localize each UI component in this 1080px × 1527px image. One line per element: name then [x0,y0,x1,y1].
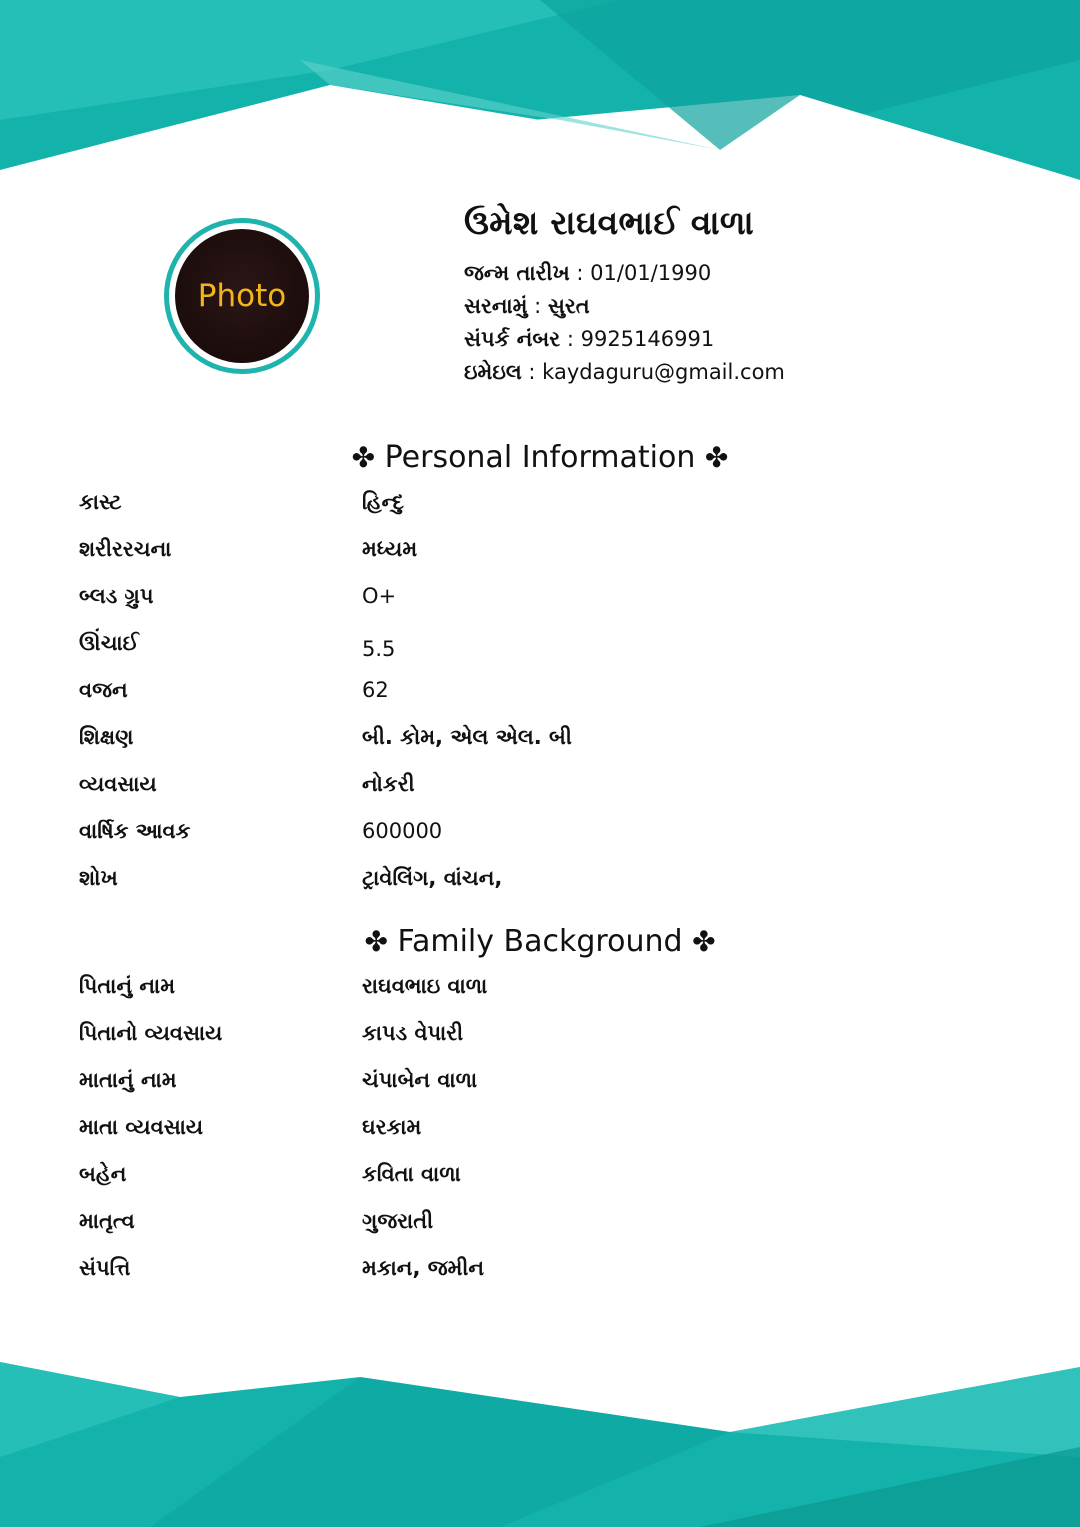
email-label: ઇમેઇલ [464,360,522,384]
field-label: બ્લડ ગ્રુપ [79,584,154,608]
personal-row-blood-group [0,584,1080,624]
club-icon: ✤ [351,441,376,474]
field-value: હિન્દુ [362,490,404,514]
field-label: શરીરરચના [79,537,172,561]
personal-row-hobbies [0,866,1080,906]
address-line: સરનામું : સુરત [464,294,590,318]
field-value: 5.5 [362,637,396,661]
field-value: કાપડ વેપારી [362,1021,464,1045]
personal-info-title: Personal Information [384,440,696,475]
email-line: ઇમેઇલ : kaydaguru@gmail.com [464,360,785,384]
field-label: શોખ [79,866,118,890]
contact-line: સંપર્ક નંબર : 9925146991 [464,327,715,351]
field-label: વાર્ષિક આવક [79,819,191,843]
personal-row-annual-income [0,819,1080,859]
field-label: બહેન [79,1162,127,1186]
personal-row-occupation [0,772,1080,812]
family-row-mother-tongue [0,1209,1080,1249]
field-label: પિતાનું નામ [79,974,176,998]
personal-row-body-type [0,537,1080,577]
club-icon: ✤ [364,925,388,958]
family-row-sister [0,1162,1080,1202]
field-value: ચંપાબેન વાળા [362,1068,478,1092]
top-decoration [0,0,1080,190]
address-value: સુરત [547,294,590,318]
field-value: 62 [362,678,389,702]
field-label: વ્યવસાય [79,772,157,796]
field-value: O+ [362,584,397,608]
field-value: ગુજરાતી [362,1209,434,1233]
photo-placeholder-label: Photo [175,229,309,363]
family-row-father-name [0,974,1080,1014]
family-background-title: Family Background [397,924,683,959]
personal-row-caste [0,490,1080,530]
field-value: કવિતા વાળા [362,1162,461,1186]
field-label: ઊંચાઈ [79,631,139,655]
family-row-father-occupation [0,1021,1080,1061]
family-background-heading [0,924,1080,959]
field-label: વજન [79,678,128,702]
field-label: પિતાનો વ્યવસાય [79,1021,223,1045]
field-label: માતૃત્વ [79,1209,135,1233]
personal-info-heading [0,440,1080,475]
dob-label: જન્મ તારીખ [464,261,570,285]
field-value: ઘરકામ [362,1115,422,1139]
contact-label: સંપર્ક નંબર [464,327,561,351]
field-label: માતા વ્યવસાય [79,1115,204,1139]
club-icon: ✤ [692,925,716,958]
field-value: રાઘવભાઇ વાળા [362,974,488,998]
address-label: સરનામું [464,294,528,318]
field-label: માતાનું નામ [79,1068,177,1092]
field-value: મકાન, જમીન [362,1256,485,1280]
personal-row-height [0,631,1080,671]
personal-row-education [0,725,1080,765]
bottom-decoration [0,1337,1080,1527]
field-label: કાસ્ટ [79,490,122,514]
profile-photo [164,218,320,374]
field-value: બી. કોમ, એલ એલ. બી [362,725,572,749]
field-label: સંપત્તિ [79,1256,131,1280]
candidate-name: ઉમેશ રાઘવભાઈ વાળા [464,203,754,242]
club-icon: ✤ [704,441,729,474]
email-value: kaydaguru@gmail.com [542,360,785,384]
profile-header [464,203,785,389]
field-value: ટ્રાવેલિંગ, વાંચન, [362,866,503,890]
field-value: 600000 [362,819,443,843]
family-row-property [0,1256,1080,1296]
dob-line: જન્મ તારીખ : 01/01/1990 [464,261,712,285]
family-row-mother-name [0,1068,1080,1108]
field-value: મધ્યમ [362,537,418,561]
dob-value: 01/01/1990 [590,261,712,285]
personal-row-weight [0,678,1080,718]
field-label: શિક્ષણ [79,725,134,749]
field-value: નોકરી [362,772,415,796]
contact-value: 9925146991 [580,327,715,351]
family-row-mother-occupation [0,1115,1080,1155]
